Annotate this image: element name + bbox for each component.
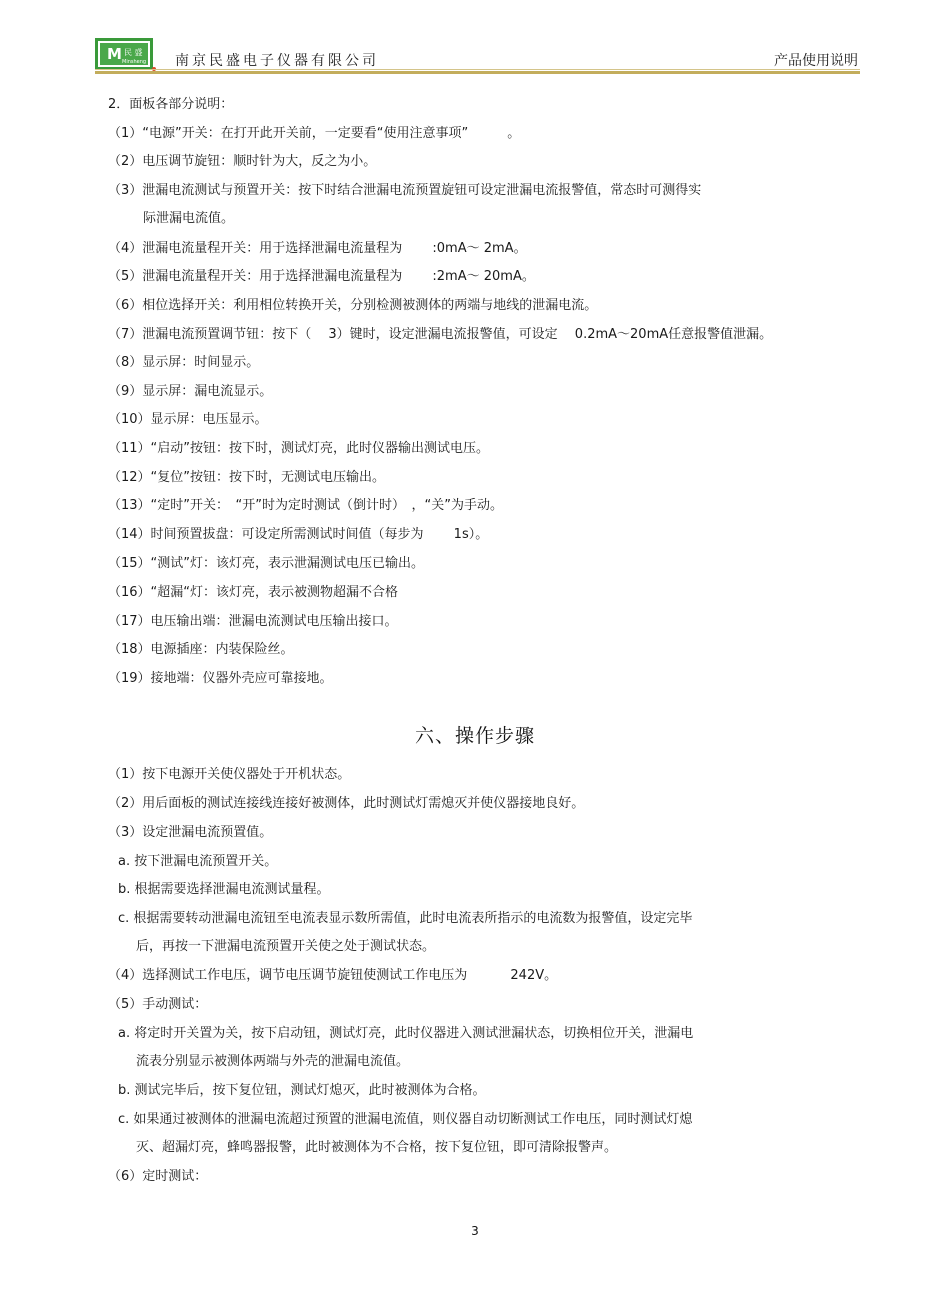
page-header xyxy=(95,38,860,74)
panel-description-heading: 2．面板各部分说明： xyxy=(108,97,234,112)
list-item: （16）“超漏“灯：该灯亮，表示被测物超漏不合格 xyxy=(108,585,399,600)
section-title: 六、操作步骤 xyxy=(414,725,535,747)
svg-text:M: M xyxy=(107,45,122,63)
list-item: （13）“定时”开关： “开”时为定时测试（倒计时） ，“关”为手动。 xyxy=(108,498,503,513)
company-logo xyxy=(95,38,157,72)
header-rule-thin xyxy=(95,69,860,70)
step-item: （1）按下电源开关使仪器处于开机状态。 xyxy=(108,767,351,782)
sub-step-continuation: 后，再按一下泄漏电流预置开关使之处于测试状态。 xyxy=(136,939,436,954)
step-item: （3）设定泄漏电流预置值。 xyxy=(108,825,273,840)
list-item: （7）泄漏电流预置调节钮：按下（ 3）键时，设定泄漏电流报警值，可设定 0.2mA～20mA任意报警值泄漏。 xyxy=(108,327,773,342)
sub-step-item: c. 根据需要转动泄漏电流钮至电流表显示数所需值，此时电流表所指示的电流数为报警值，设定完毕 xyxy=(118,911,693,926)
header-rule-thick xyxy=(95,71,860,74)
list-item: （15）“测试”灯：该灯亮，表示泄漏测试电压已输出。 xyxy=(108,556,425,571)
list-item: （12）“复位”按钮：按下时，无测试电压输出。 xyxy=(108,470,386,485)
sub-step-item: b. 根据需要选择泄漏电流测试量程。 xyxy=(118,882,330,897)
list-item: （6）相位选择开关：利用相位转换开关，分别检测被测体的两端与地线的泄漏电流。 xyxy=(108,298,598,313)
list-item: （5）泄漏电流量程开关：用于选择泄漏电流量程为 :2mA～ 20mA。 xyxy=(108,269,535,284)
list-item: （3）泄漏电流测试与预置开关：按下时结合泄漏电流预置旋钮可设定泄漏电流报警值，常态时可测得实 xyxy=(108,183,702,198)
list-item: （14）时间预置拔盘：可设定所需测试时间值（每步为 1s）。 xyxy=(108,527,489,542)
list-item-continuation: 际泄漏电流值。 xyxy=(143,211,235,226)
step-item: （4）选择测试工作电压，调节电压调节旋钮使测试工作电压为 242V。 xyxy=(108,968,558,983)
list-item: （1）“电源”开关：在打开此开关前，一定要看“使用注意事项” 。 xyxy=(108,126,521,141)
svg-text:民 盛: 民 盛 xyxy=(124,48,143,57)
list-item: （11）“启动”按钮：按下时，测试灯亮，此时仪器输出测试电压。 xyxy=(108,441,490,456)
sub-step-continuation: 流表分别显示被测体两端与外壳的泄漏电流值。 xyxy=(136,1054,410,1069)
step-item: （2）用后面板的测试连接线连接好被测体，此时测试灯需熄灭并使仪器接地良好。 xyxy=(108,796,585,811)
page-number: 3 xyxy=(471,1224,479,1238)
list-item: （19）接地端：仪器外壳应可靠接地。 xyxy=(108,671,333,686)
sub-step-item: c. 如果通过被测体的泄漏电流超过预置的泄漏电流值，则仪器自动切断测试工作电压，同时测试灯熄 xyxy=(118,1112,693,1127)
sub-step-item: a. 按下泄漏电流预置开关。 xyxy=(118,854,278,869)
sub-step-continuation: 灭、超漏灯亮，蜂鸣器报警，此时被测体为不合格，按下复位钮，即可清除报警声。 xyxy=(136,1140,618,1155)
company-name: 南京民盛电子仪器有限公司 xyxy=(175,53,379,69)
sub-step-item: a. 将定时开关置为关，按下启动钮，测试灯亮，此时仪器进入测试泄漏状态，切换相位开关，泄漏电 xyxy=(118,1026,694,1041)
list-item: （8）显示屏：时间显示。 xyxy=(108,355,260,370)
svg-text:Minsheng: Minsheng xyxy=(122,59,147,65)
list-item: （9）显示屏：漏电流显示。 xyxy=(108,384,273,399)
step-item: （6）定时测试： xyxy=(108,1169,208,1184)
step-item: （5）手动测试： xyxy=(108,997,208,1012)
sub-step-item: b. 测试完毕后，按下复位钮，测试灯熄灭，此时被测体为合格。 xyxy=(118,1083,486,1098)
document-type: 产品使用说明 xyxy=(774,53,858,69)
list-item: （4）泄漏电流量程开关：用于选择泄漏电流量程为 :0mA～ 2mA。 xyxy=(108,241,527,256)
list-item: （2）电压调节旋钮：顺时针为大，反之为小。 xyxy=(108,154,377,169)
list-item: （18）电源插座：内装保险丝。 xyxy=(108,642,294,657)
list-item: （17）电压输出端：泄漏电流测试电压输出接口。 xyxy=(108,614,398,629)
list-item: （10）显示屏：电压显示。 xyxy=(108,412,268,427)
